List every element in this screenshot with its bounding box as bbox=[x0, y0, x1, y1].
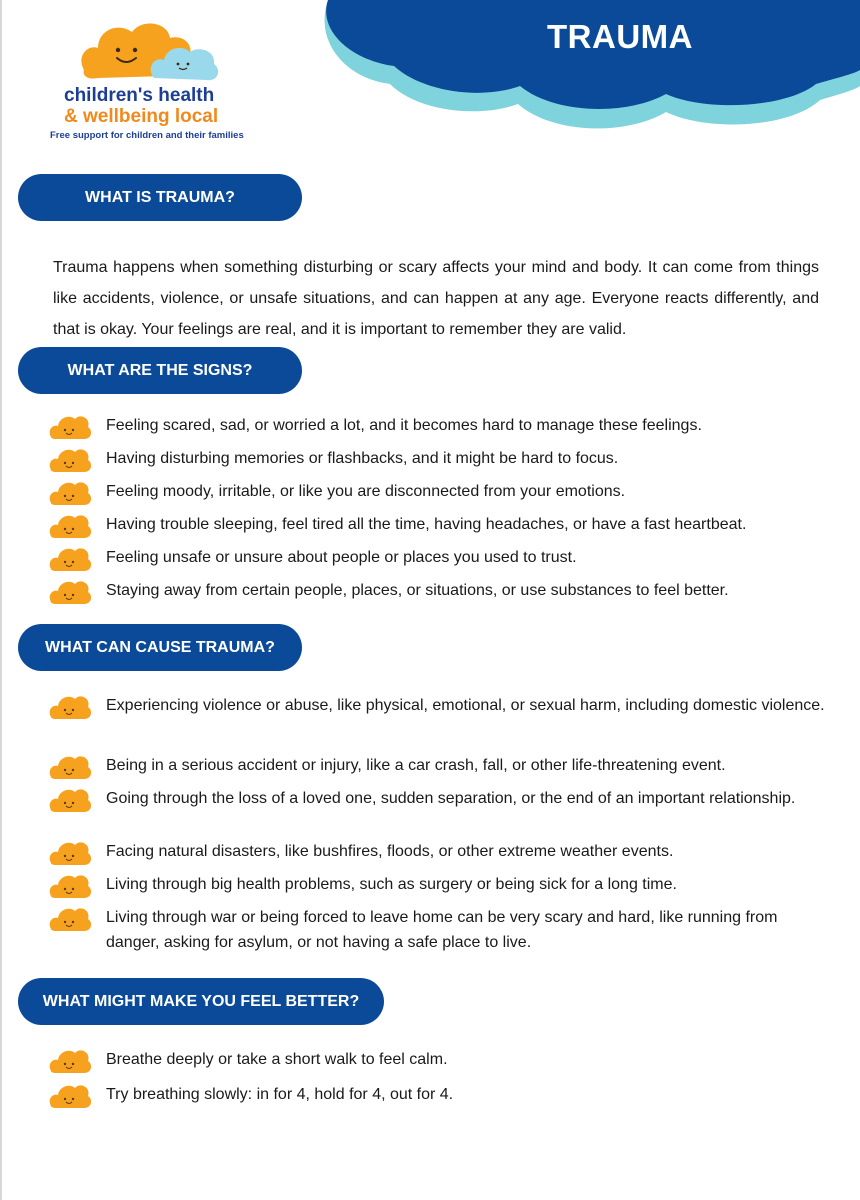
list-item-text: Breathe deeply or take a short walk to feel calm. bbox=[106, 1051, 448, 1068]
list-item bbox=[46, 512, 826, 545]
list-item bbox=[46, 1082, 826, 1115]
list-item bbox=[46, 872, 826, 905]
logo-text-line1: children's health bbox=[64, 85, 215, 106]
list-item-text: Living through war or being forced to leave home can be very scary and hard, like running from danger, asking for asylum, or not having a safe place to live. bbox=[106, 909, 778, 951]
list-item bbox=[46, 1047, 826, 1082]
cloud-bullet-icon bbox=[48, 839, 92, 867]
cloud-bullet-icon bbox=[48, 786, 92, 814]
cloud-bullet-icon bbox=[48, 413, 92, 441]
list-item bbox=[46, 753, 826, 786]
list-item-text: Experiencing violence or abuse, like physical, emotional, or sexual harm, including domestic violence. bbox=[106, 697, 825, 714]
cloud-bullet-icon bbox=[48, 905, 92, 933]
cloud-bullet-icon bbox=[48, 1082, 92, 1110]
list-item-text: Going through the loss of a loved one, sudden separation, or the end of an important relationship. bbox=[106, 790, 796, 807]
cloud-bullet-icon bbox=[48, 693, 92, 721]
page-edge bbox=[0, 0, 2, 1200]
heading-causes: WHAT CAN CAUSE TRAUMA? bbox=[18, 624, 302, 671]
list-item bbox=[46, 786, 826, 839]
logo-tagline: Free support for children and their families bbox=[50, 130, 244, 141]
list-item bbox=[46, 905, 826, 957]
list-item-text: Having disturbing memories or flashbacks, and it might be hard to focus. bbox=[106, 450, 619, 467]
list-item bbox=[46, 479, 826, 512]
list-item bbox=[46, 693, 826, 753]
list-item bbox=[46, 545, 826, 578]
cloud-bullet-icon bbox=[48, 446, 92, 474]
list-item-text: Feeling moody, irritable, or like you are disconnected from your emotions. bbox=[106, 483, 626, 500]
list-item bbox=[46, 413, 826, 446]
intro-paragraph: Trauma happens when something disturbing or scary affects your mind and body. It can come from things like accidents, violence, or unsafe situations, and can happen at any age. Everyone reacts differently, and that is okay. Your feelings are real, and it is important to remember they are valid. bbox=[53, 259, 819, 338]
list-item-text: Having trouble sleeping, feel tired all the time, having headaches, or have a fast heartbeat. bbox=[106, 516, 747, 533]
list-item-text: Feeling unsafe or unsure about people or places you used to trust. bbox=[106, 549, 577, 566]
cloud-bullet-icon bbox=[48, 512, 92, 540]
list-item bbox=[46, 839, 826, 872]
signs-list bbox=[46, 413, 826, 611]
cloud-bullet-icon bbox=[48, 872, 92, 900]
cloud-bullet-icon bbox=[48, 578, 92, 606]
logo-text-line2: & wellbeing local bbox=[64, 106, 219, 127]
cloud-bullet-icon bbox=[48, 545, 92, 573]
feel-better-list bbox=[46, 1047, 826, 1115]
list-item-text: Being in a serious accident or injury, like a car crash, fall, or other life-threatening event. bbox=[106, 757, 726, 774]
heading-signs: WHAT ARE THE SIGNS? bbox=[18, 347, 302, 394]
cloud-bullet-icon bbox=[48, 479, 92, 507]
cloud-bullet-icon bbox=[48, 1047, 92, 1075]
list-item-text: Staying away from certain people, places, or situations, or use substances to feel better. bbox=[106, 582, 729, 599]
heading-what-is-trauma: WHAT IS TRAUMA? bbox=[18, 174, 302, 221]
heading-feel-better: WHAT MIGHT MAKE YOU FEEL BETTER? bbox=[18, 978, 384, 1025]
page-title: TRAUMA bbox=[547, 18, 693, 55]
list-item bbox=[46, 446, 826, 479]
logo bbox=[44, 16, 284, 146]
logo-clouds-icon bbox=[80, 20, 225, 82]
list-item-text: Living through big health problems, such as surgery or being sick for a long time. bbox=[106, 876, 677, 893]
list-item-text: Facing natural disasters, like bushfires, floods, or other extreme weather events. bbox=[106, 843, 674, 860]
cloud-bullet-icon bbox=[48, 753, 92, 781]
list-item-text: Feeling scared, sad, or worried a lot, and it becomes hard to manage these feelings. bbox=[106, 417, 702, 434]
causes-list bbox=[46, 693, 826, 957]
list-item bbox=[46, 578, 826, 611]
list-item-text: Try breathing slowly: in for 4, hold for 4, out for 4. bbox=[106, 1086, 454, 1103]
